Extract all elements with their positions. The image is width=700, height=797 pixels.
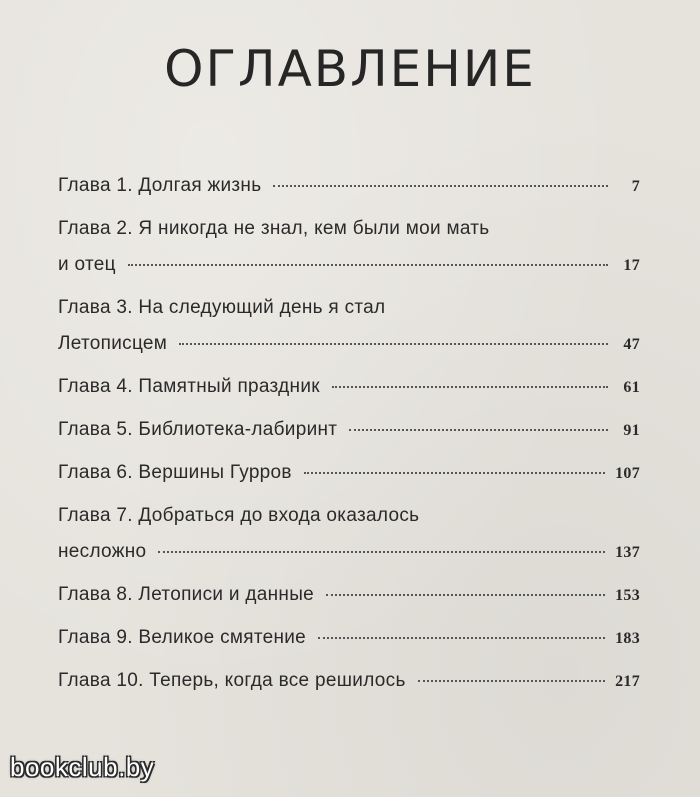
dot-leader — [349, 429, 608, 431]
dot-leader — [273, 185, 608, 187]
page-number: 61 — [623, 379, 640, 396]
page-number: 107 — [615, 465, 640, 482]
toc-entry — [58, 412, 640, 449]
dot-leader — [332, 386, 608, 388]
chapter-title: Глава 9. Великое смятение — [58, 627, 307, 648]
dot-leader — [158, 551, 605, 553]
chapter-title: Глава 7. Добраться до входа оказалось — [58, 505, 420, 526]
chapter-title-continued: и отец — [58, 254, 116, 275]
dot-leader — [128, 264, 608, 266]
chapter-title: Глава 8. Летописи и данные — [58, 584, 315, 605]
page-number: 17 — [623, 257, 640, 274]
toc-entry — [58, 620, 640, 657]
chapter-title-continued: несложно — [58, 541, 147, 562]
toc-entry — [58, 369, 640, 406]
toc-entry — [58, 211, 640, 284]
dot-leader — [326, 594, 605, 596]
chapter-title: Глава 3. На следующий день я стал — [58, 297, 386, 318]
chapter-title-continued: Летописцем — [58, 333, 168, 354]
page-number: 91 — [623, 422, 640, 439]
page-number: 153 — [615, 587, 640, 604]
page-title: ОГЛАВЛЕНИЕ — [164, 40, 536, 98]
chapter-title: Глава 6. Вершины Гурров — [58, 462, 292, 483]
chapter-title: Глава 1. Долгая жизнь — [58, 175, 262, 196]
toc-entry — [58, 168, 640, 205]
dot-leader — [179, 343, 608, 345]
dot-leader — [418, 680, 605, 682]
chapter-title: Глава 5. Библиотека-лабиринт — [58, 419, 338, 440]
page-number: 137 — [615, 544, 640, 561]
dot-leader — [304, 472, 605, 474]
chapter-title: Глава 4. Памятный праздник — [58, 376, 320, 397]
page-number: 183 — [615, 630, 640, 647]
toc-entry — [58, 290, 640, 363]
page-number: 217 — [615, 673, 640, 690]
table-of-contents — [58, 168, 640, 706]
watermark-text: bookclub.by — [10, 752, 155, 782]
chapter-title: Глава 2. Я никогда не знал, кем были мои мать — [58, 218, 490, 239]
toc-entry — [58, 455, 640, 492]
page-number: 47 — [623, 336, 640, 353]
dot-leader — [318, 637, 605, 639]
chapter-title: Глава 10. Теперь, когда все решилось — [58, 670, 406, 691]
page-number: 7 — [631, 178, 640, 195]
toc-entry — [58, 577, 640, 614]
toc-entry — [58, 498, 640, 571]
toc-entry — [58, 663, 640, 700]
